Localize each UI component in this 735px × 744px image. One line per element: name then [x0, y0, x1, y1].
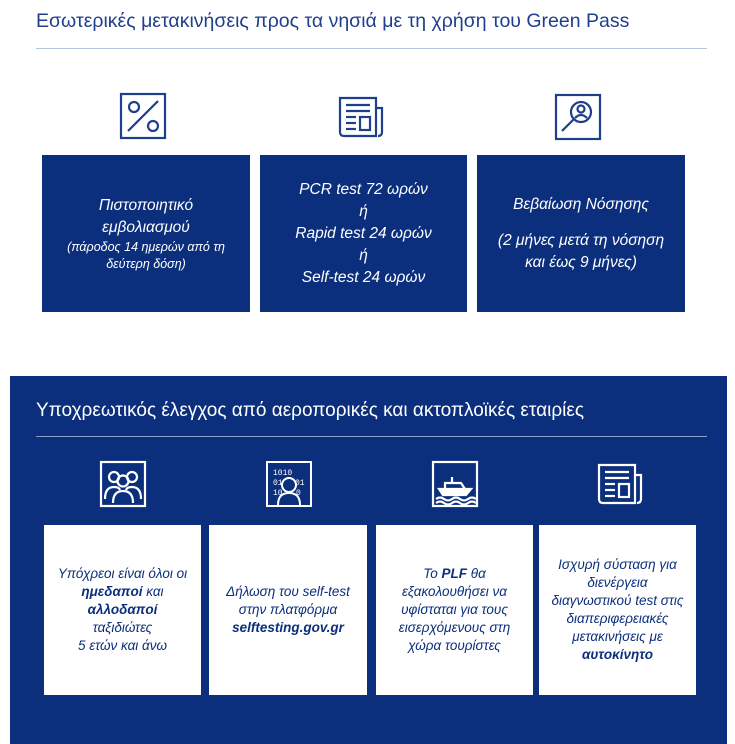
ship-icon: [430, 459, 480, 509]
vaccination-certificate-card: [42, 155, 250, 312]
person-search-icon: [553, 92, 603, 142]
card-note: (πάροδος 14 ημερών από τη δεύτερη δόση): [67, 239, 225, 271]
svg-text:0: 0: [296, 489, 301, 498]
card-bold-segment: αυτοκίνητο: [581, 647, 654, 662]
group-of-people-icon: [98, 459, 148, 509]
svg-text:01: 01: [273, 479, 283, 488]
newspaper-icon: [336, 92, 386, 142]
card-bold-segment: αλλοδαποί: [87, 602, 158, 617]
top-section-title: Εσωτερικές μετακινήσεις προς τα νησιά με τη χρήση του Green Pass: [36, 10, 630, 32]
travelers-obligation-card: [44, 525, 201, 695]
svg-text:1010: 1010: [273, 469, 293, 478]
newspaper-icon: [595, 459, 645, 509]
card-text: [226, 583, 350, 637]
card-title: Βεβαίωση Νόσησης: [513, 195, 649, 213]
card-line: Rapid test 24 ωρών: [295, 224, 432, 242]
top-divider: [36, 48, 707, 49]
card-text: [58, 565, 187, 655]
self-test-data-icon: [264, 459, 314, 509]
test-requirements-card: [260, 155, 467, 312]
card-text-segment: στην πλατφόρμα: [238, 602, 338, 617]
bottom-divider: [36, 436, 707, 437]
card-text-segment: 5 ετών και άνω: [77, 638, 168, 653]
card-title: Πιστοποιητικό εμβολιασμού: [98, 196, 194, 236]
card-text-segment: θα εξακολουθήσει να υφίσταται για τους εισερχόμενους στη χώρα τουρίστες: [398, 566, 511, 653]
recovery-certificate-card: [477, 155, 685, 312]
card-text-segment: Δήλωση του self-test: [226, 584, 350, 599]
selftesting-link: selftesting.gov.gr: [232, 620, 344, 635]
plf-card: [376, 525, 533, 695]
card-text-segment: Το: [423, 566, 438, 581]
card-line: Self-test 24 ωρών: [301, 268, 426, 286]
card-text-segment: ταξιδιώτες: [92, 620, 153, 635]
card-bold-segment: ημεδαποί: [81, 584, 143, 599]
card-line: PCR test 72 ωρών: [299, 180, 428, 198]
card-text-segment: και: [146, 584, 164, 599]
card-or: ή: [359, 202, 368, 220]
percent-document-icon: [118, 91, 168, 141]
card-note: (2 μήνες μετά τη νόσηση και έως 9 μήνες): [497, 231, 665, 271]
self-test-declaration-card: [209, 525, 367, 695]
bottom-section-title: Υποχρεωτικός έλεγχος από αεροπορικές και ακτοπλοϊκές εταιρίες: [36, 400, 584, 421]
card-text-segment: Υπόχρεοι είναι όλοι οι: [57, 566, 188, 581]
card-or: ή: [359, 246, 368, 264]
car-travel-recommendation-card: [539, 525, 696, 695]
svg-text:10: 10: [273, 489, 283, 498]
card-bold-segment: PLF: [441, 566, 467, 581]
card-text: [385, 565, 525, 655]
svg-text:01: 01: [295, 479, 305, 488]
card-text: [547, 556, 688, 664]
card-text-segment: Ισχυρή σύσταση για διενέργεια διαγνωστικού test στις διαπεριφερειακές μετακινήσεις με: [551, 557, 684, 644]
